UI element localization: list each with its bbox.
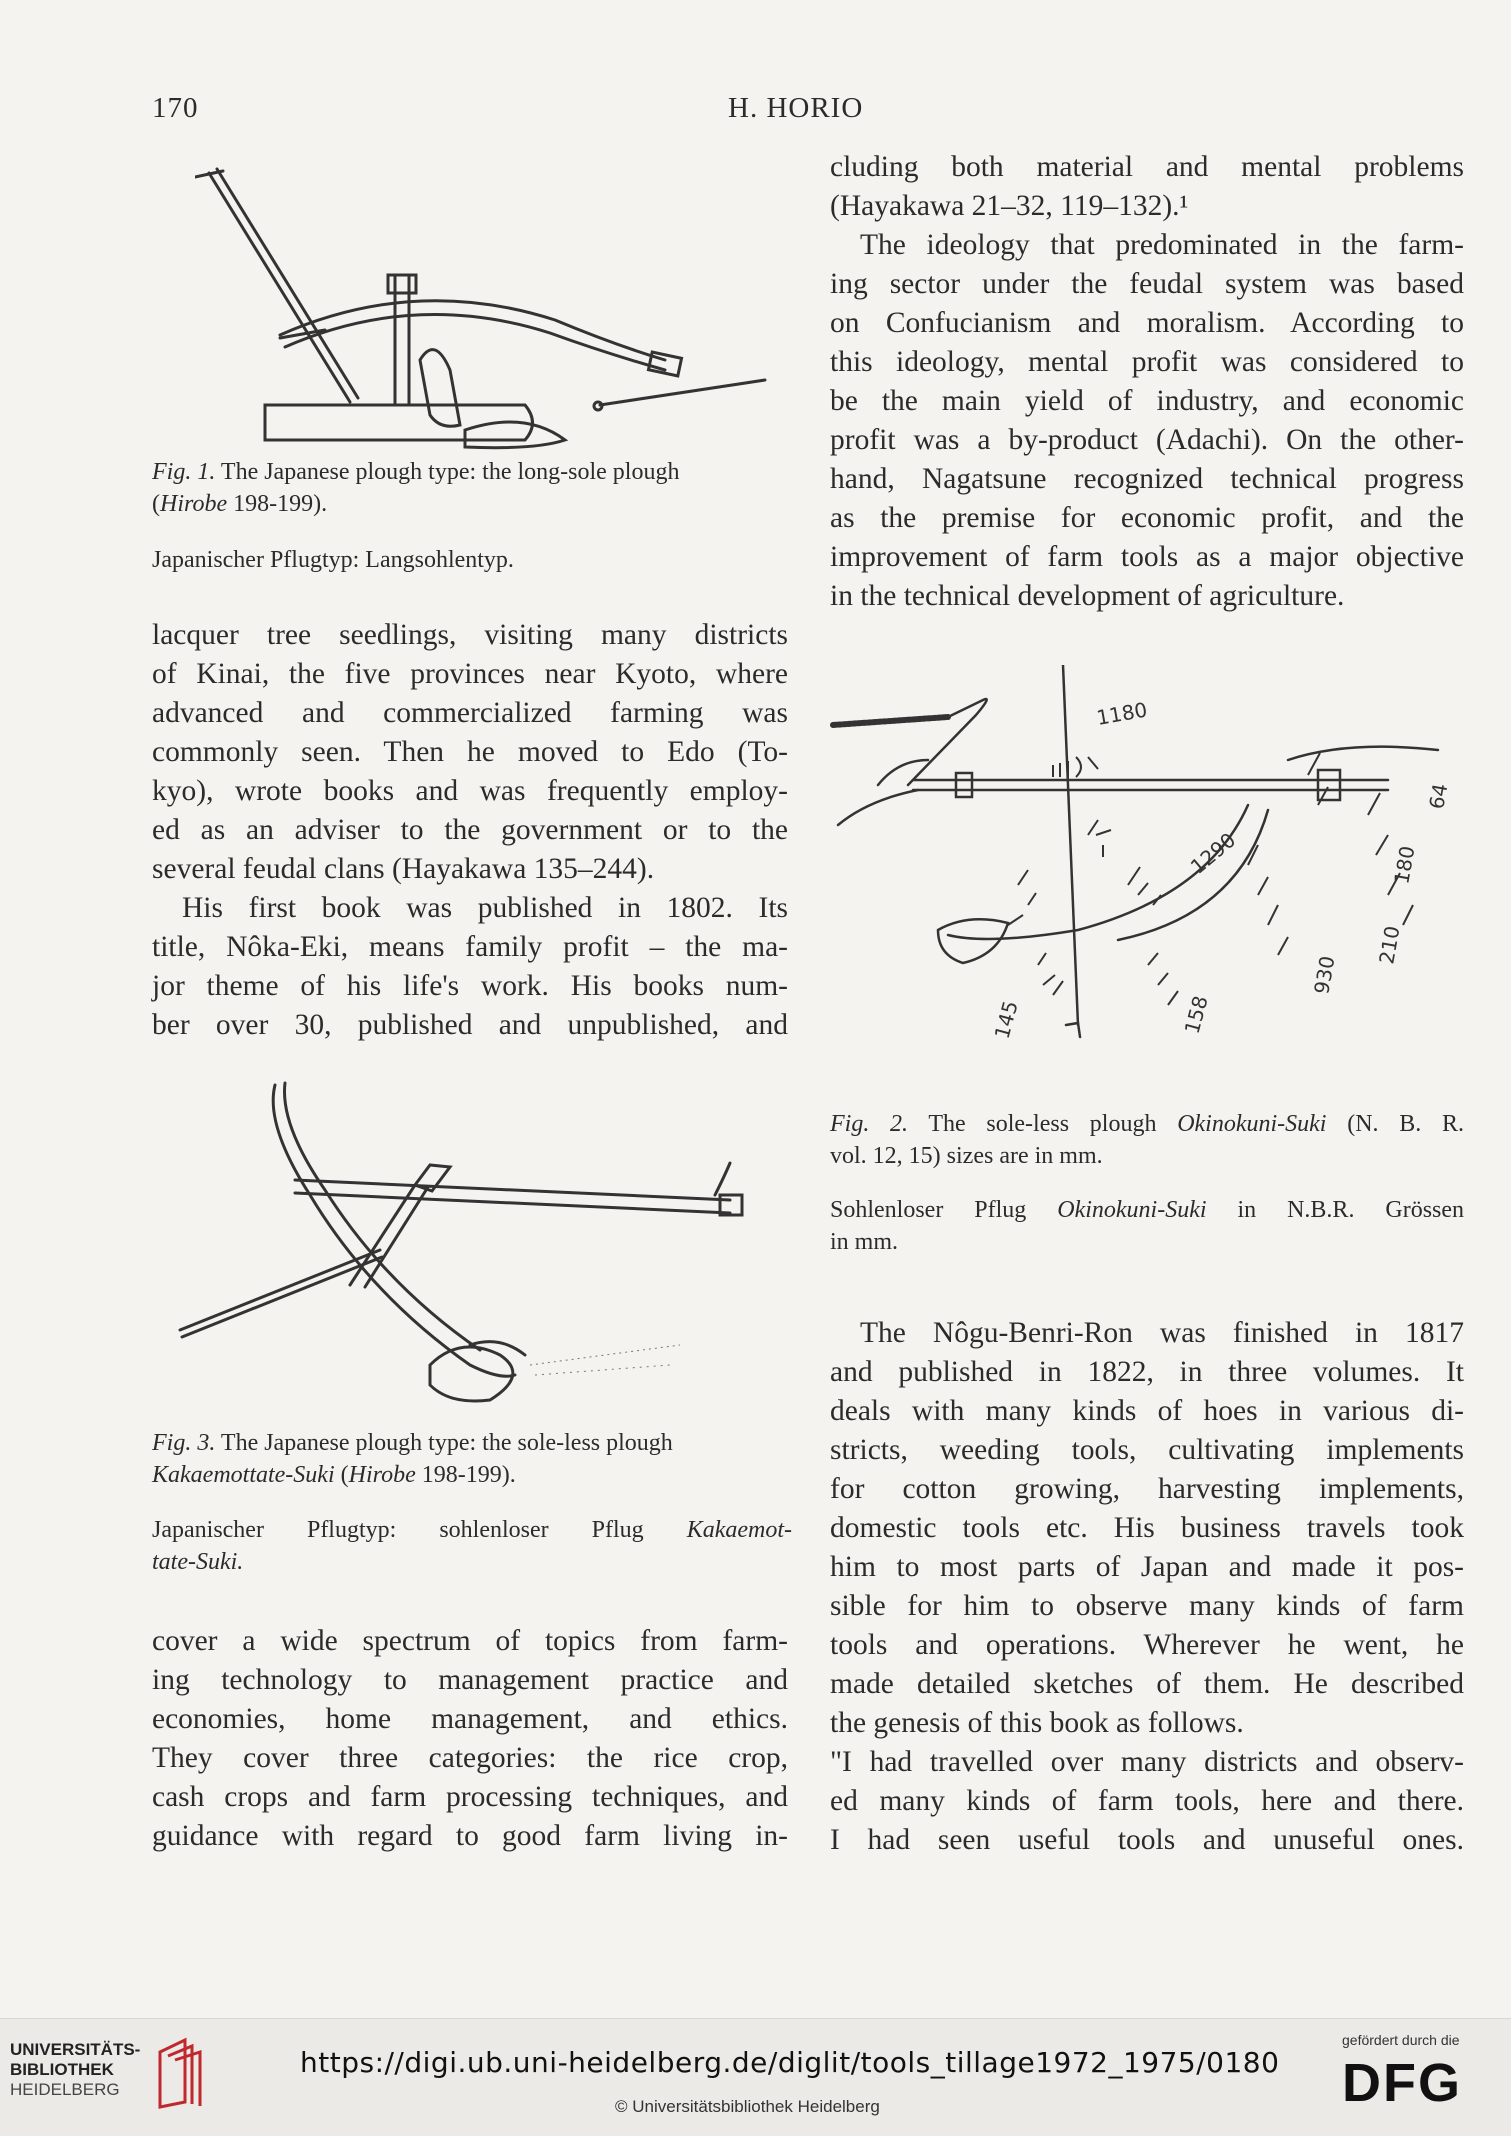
right-paragraph-3 [830, 1314, 1464, 1860]
fig1-caption-de: Japanischer Pflugtyp: Langsohlentyp. [152, 547, 514, 573]
fig2-caption-line2: vol. 12, 15) sizes are in mm. [830, 1143, 1103, 1169]
text-line: several feudal clans (Hayakawa 135–244). [152, 853, 655, 885]
fig2-measure-1180: 1180 [1094, 697, 1150, 730]
fig2-label: Fig. 2. [830, 1111, 909, 1137]
fig2-measure-180: 180 [1389, 844, 1420, 886]
right-paragraph-2 [830, 226, 1464, 616]
library-line-3: HEIDELBERG [10, 2080, 120, 2099]
text-line: guidance with regard to good farm living in- [152, 1820, 788, 1852]
text-line: ed many kinds of farm tools, here and there. [830, 1785, 1464, 1817]
text-line: ed as an adviser to the government or to the [152, 814, 788, 846]
text-line: His first book was published in 1802. Its [182, 892, 788, 924]
dfg-logo: DFG [1342, 2053, 1462, 2113]
text-line: (Hayakawa 21–32, 119–132).¹ [830, 190, 1189, 222]
text-line: this ideology, mental profit was considered to [830, 346, 1464, 378]
fig2-caption-a: The sole-less plough [928, 1111, 1157, 1137]
text-line: The Nôgu-Benri-Ron was finished in 1817 [860, 1317, 1464, 1349]
fig1-plough-illustration [195, 155, 775, 455]
fig1-label: Fig. 1. [152, 459, 216, 485]
fig3-caption-de-line2 [152, 1546, 243, 1578]
text-line: ing technology to management practice and [152, 1664, 788, 1696]
text-line: I had seen useful tools and unuseful ones. [830, 1824, 1464, 1856]
text-line: cash crops and farm processing techniques, and [152, 1781, 788, 1813]
text-line: him to most parts of Japan and made it pos- [830, 1551, 1464, 1583]
left-paragraph-1 [152, 616, 788, 889]
fig3-caption-italic: Kakaemottate-Suki [152, 1462, 335, 1488]
text-line: The ideology that predominated in the farm- [860, 229, 1464, 261]
left-paragraph-2 [152, 889, 788, 1045]
text-line: made detailed sketches of them. He described [830, 1668, 1464, 1700]
text-line: domestic tools etc. His business travels took [830, 1512, 1464, 1544]
fig2-measure-158: 158 [1179, 993, 1213, 1037]
fig3-caption-author: Hirobe [348, 1462, 416, 1488]
left-paragraph-3 [152, 1622, 788, 1856]
fig2-measure-210: 210 [1374, 924, 1405, 966]
text-line: the genesis of this book as follows. [830, 1707, 1244, 1739]
running-title: H. HORIO [728, 92, 864, 124]
fig3-plough-illustration [170, 1075, 780, 1415]
text-line: for cotton growing, harvesting implements, [830, 1473, 1464, 1505]
text-line: They cover three categories: the rice crop, [152, 1742, 788, 1774]
fig2-measure-930: 930 [1309, 954, 1340, 996]
fig1-caption-pages: 198-199). [227, 491, 328, 517]
fig2-caption-de-b: in N.B.R. Grössen [1237, 1197, 1465, 1223]
library-line-1: UNIVERSITÄTS- [10, 2040, 141, 2059]
document-url-link[interactable]: https://digi.ub.uni-heidelberg.de/diglit/tools_tillage1972_1975/0180 [300, 2046, 1280, 2079]
fig3-caption-de-italic-2: tate-Suki. [152, 1549, 244, 1575]
text-line: ber over 30, published and unpublished, and [152, 1009, 788, 1041]
fig1-caption-italic: Hirobe [160, 491, 228, 517]
text-line: on Confucianism and moralism. According to [830, 307, 1464, 339]
copyright-text: © Universitätsbibliothek Heidelberg [615, 2097, 880, 2116]
fig2-caption-de-line1 [830, 1194, 1464, 1226]
library-logo-icon [150, 2032, 210, 2112]
text-line: sible for him to observe many kinds of farm [830, 1590, 1464, 1622]
text-line: economies, home management, and ethics. [152, 1703, 788, 1735]
fig3-caption-de [152, 1514, 792, 1546]
text-line: as the premise for economic profit, and the [830, 502, 1464, 534]
text-line: be the main yield of industry, and economic [830, 385, 1464, 417]
fig3-caption [152, 1427, 792, 1491]
funded-by-text: gefördert durch die [1342, 2032, 1460, 2048]
library-logo-text [10, 2040, 140, 2100]
fig2-caption-de-italic: Okinokuni-Suki [1057, 1197, 1207, 1223]
text-line: cluding both material and mental problems [830, 151, 1464, 183]
text-line: and published in 1822, in three volumes. It [830, 1356, 1464, 1388]
fig1-caption-en: The Japanese plough type: the long-sole plough [220, 459, 680, 485]
fig2-measure-64: 64 [1424, 781, 1453, 811]
fig3-caption-de-1: Japanischer Pflugtyp: sohlenloser Pflug [152, 1517, 644, 1543]
text-line: of Kinai, the five provinces near Kyoto, where [152, 658, 788, 690]
fig2-caption-line1 [830, 1108, 1464, 1140]
right-paragraph-1 [830, 148, 1464, 226]
fig2-measure-145: 145 [989, 998, 1023, 1042]
fig3-caption-pages: 198-199). [415, 1462, 516, 1488]
page-number: 170 [152, 92, 199, 124]
fig2-caption-italic: Okinokuni-Suki [1177, 1111, 1327, 1137]
text-line: title, Nôka-Eki, means family profit – the ma- [152, 931, 788, 963]
fig2-measure-1290: 1290 [1185, 827, 1241, 879]
text-line: in the technical development of agriculture. [830, 580, 1345, 612]
text-line: jor theme of his life's work. His books num- [152, 970, 788, 1002]
text-line: cover a wide spectrum of topics from farm- [152, 1625, 788, 1657]
text-line: profit was a by-product (Adachi). On the other- [830, 424, 1464, 456]
text-line: deals with many kinds of hoes in various di- [830, 1395, 1464, 1427]
fig3-caption-de-italic-1: Kakaemot- [686, 1517, 792, 1543]
text-line: ing sector under the feudal system was based [830, 268, 1464, 300]
fig3-caption-en: The Japanese plough type: the sole-less plough [220, 1430, 673, 1456]
text-line: stricts, weeding tools, cultivating implements [830, 1434, 1464, 1466]
text-line: "I had travelled over many districts and observ- [830, 1746, 1464, 1778]
fig1-caption: Fig. 1. The Japanese plough type: the long-sole plough (Hirobe 198-199). [152, 459, 680, 517]
library-line-2: BIBLIOTHEK [10, 2060, 114, 2079]
fig3-label: Fig. 3. [152, 1430, 216, 1456]
text-line: advanced and commercialized farming was [152, 697, 788, 729]
fig2-caption-b: (N. B. R. [1347, 1111, 1465, 1137]
text-line: kyo), wrote books and was frequently employ- [152, 775, 788, 807]
fig3-caption-open: ( [334, 1462, 349, 1488]
fig2-caption-de-line2: in mm. [830, 1229, 899, 1255]
text-line: hand, Nagatsune recognized technical progress [830, 463, 1464, 495]
text-line: lacquer tree seedlings, visiting many districts [152, 619, 788, 651]
text-line: commonly seen. Then he moved to Edo (To- [152, 736, 788, 768]
text-line: improvement of farm tools as a major objective [830, 541, 1464, 573]
fig2-caption-de-a: Sohlenloser Pflug [830, 1197, 1027, 1223]
fig2-sketch-illustration [828, 665, 1478, 1095]
text-line: tools and operations. Wherever he went, he [830, 1629, 1464, 1661]
